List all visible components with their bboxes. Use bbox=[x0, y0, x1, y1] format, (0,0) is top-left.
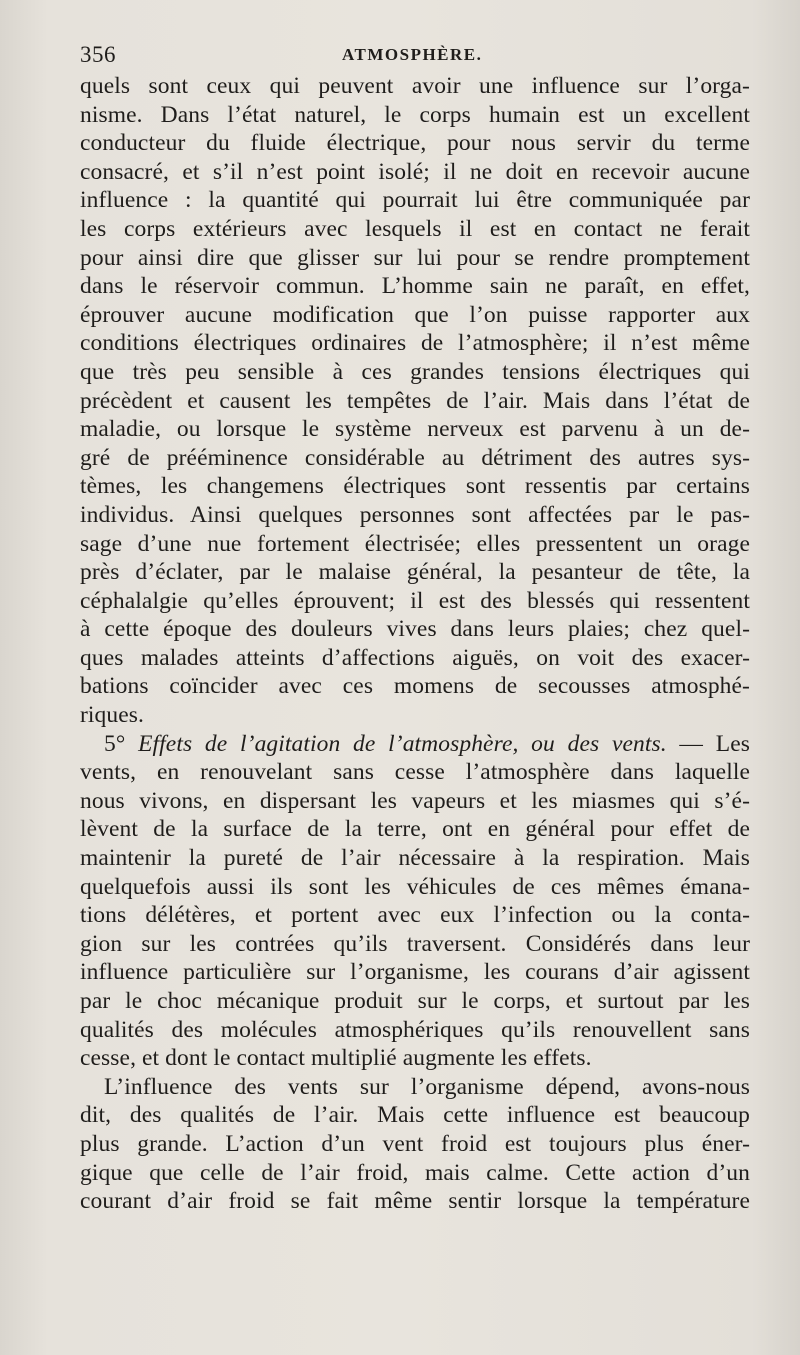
page-number: 356 bbox=[80, 42, 116, 67]
text-line: ques malades atteints d’affections aiguës, on voit des exacer- bbox=[80, 644, 750, 671]
text-line: dit, des qualités de l’air. Mais cette influence est beaucoup bbox=[80, 1102, 750, 1129]
section-title: Effets de l’agitation de l’atmosphère, ou des vents. bbox=[138, 730, 667, 757]
text-line: céphalalgie qu’elles éprouvent; il est des blessés qui ressentent bbox=[80, 587, 750, 614]
text-line: conditions électriques ordinaires de l’atmosphère; il n’est même bbox=[80, 330, 750, 357]
text-line: gré de prééminence considérable au détriment des autres sys- bbox=[80, 444, 750, 471]
text-line: plus grande. L’action d’un vent froid est toujours plus éner- bbox=[80, 1130, 750, 1157]
text-line: par le choc mécanique produit sur le corps, et surtout par les bbox=[80, 988, 750, 1014]
text-line: quels sont ceux qui peuvent avoir une influence sur l’orga- bbox=[80, 73, 750, 99]
text-line: qualités des molécules atmosphériques qu’ils renouvellent sans bbox=[80, 1016, 750, 1043]
text-line: gion sur les contrées qu’ils traversent. Considérés dans leur bbox=[80, 930, 750, 957]
text-line: vents, en renouvelant sans cesse l’atmosphère dans laquelle bbox=[80, 759, 750, 786]
text-line: que très peu sensible à ces grandes tensions électriques qui bbox=[80, 358, 750, 385]
text-line: L’influence des vents sur l’organisme dépend, avons-nous bbox=[104, 1073, 750, 1100]
text-line: individus. Ainsi quelques personnes sont affectées par le pas- bbox=[80, 501, 750, 528]
section-number: 5° bbox=[104, 730, 126, 757]
text-line: pour ainsi dire que glisser sur lui pour se rendre promptement bbox=[80, 244, 750, 271]
section-heading-line bbox=[80, 730, 750, 759]
text-line: près d’éclater, par le malaise général, la pesanteur de tête, la bbox=[80, 559, 750, 586]
text-line: à cette époque des douleurs vives dans leurs plaies; chez quel- bbox=[80, 616, 750, 643]
body-text bbox=[80, 72, 750, 1216]
text-line: influence : la quantité qui pourrait lui être communiquée par bbox=[80, 187, 750, 214]
text-line: riques. bbox=[80, 702, 145, 729]
text-line: courant d’air froid se fait même sentir lorsque la température bbox=[80, 1188, 750, 1215]
text-line: les corps extérieurs avec lesquels il est en contact ne ferait bbox=[80, 215, 750, 242]
text-line: sage d’une nue fortement électrisée; elles pressentent un orage bbox=[80, 530, 750, 557]
text-line: éprouver aucune modification que l’on puisse rapporter aux bbox=[80, 301, 750, 328]
text-line: lèvent de la surface de la terre, ont en général pour effet de bbox=[80, 816, 750, 843]
text-line: précèdent et causent les tempêtes de l’air. Mais dans l’état de bbox=[80, 387, 750, 414]
text-line: tèmes, les changemens électriques sont ressentis par certains bbox=[80, 473, 750, 500]
text-line: consacré, et s’il n’est point isolé; il ne doit en recevoir aucune bbox=[80, 158, 750, 185]
text-line: maladie, ou lorsque le système nerveux est parvenu à un de- bbox=[80, 416, 750, 443]
text-line: nisme. Dans l’état naturel, le corps humain est un excellent bbox=[80, 101, 750, 128]
text-line: influence particulière sur l’organisme, les courans d’air agissent bbox=[80, 959, 750, 986]
page-header bbox=[80, 42, 750, 72]
text-line: cesse, et dont le contact multiplié augmente les effets. bbox=[80, 1045, 592, 1072]
text-line: nous vivons, en dispersant les vapeurs et les miasmes qui s’é- bbox=[80, 787, 750, 814]
section-first-words: — Les bbox=[679, 730, 750, 757]
text-line: maintenir la pureté de l’air nécessaire à la respiration. Mais bbox=[80, 845, 750, 872]
text-line: conducteur du fluide électrique, pour nous servir du terme bbox=[80, 130, 750, 157]
text-line: gique que celle de l’air froid, mais calme. Cette action d’un bbox=[80, 1159, 750, 1186]
running-title: ATMOSPHÈRE. bbox=[342, 45, 483, 64]
text-line: dans le réservoir commun. L’homme sain ne paraît, en effet, bbox=[80, 273, 750, 300]
text-line: quelquefois aussi ils sont les véhicules de ces mêmes émana- bbox=[80, 873, 750, 900]
text-line: tions délétères, et portent avec eux l’infection ou la conta- bbox=[80, 902, 750, 929]
text-line: bations coïncider avec ces momens de secousses atmosphé- bbox=[80, 673, 750, 700]
